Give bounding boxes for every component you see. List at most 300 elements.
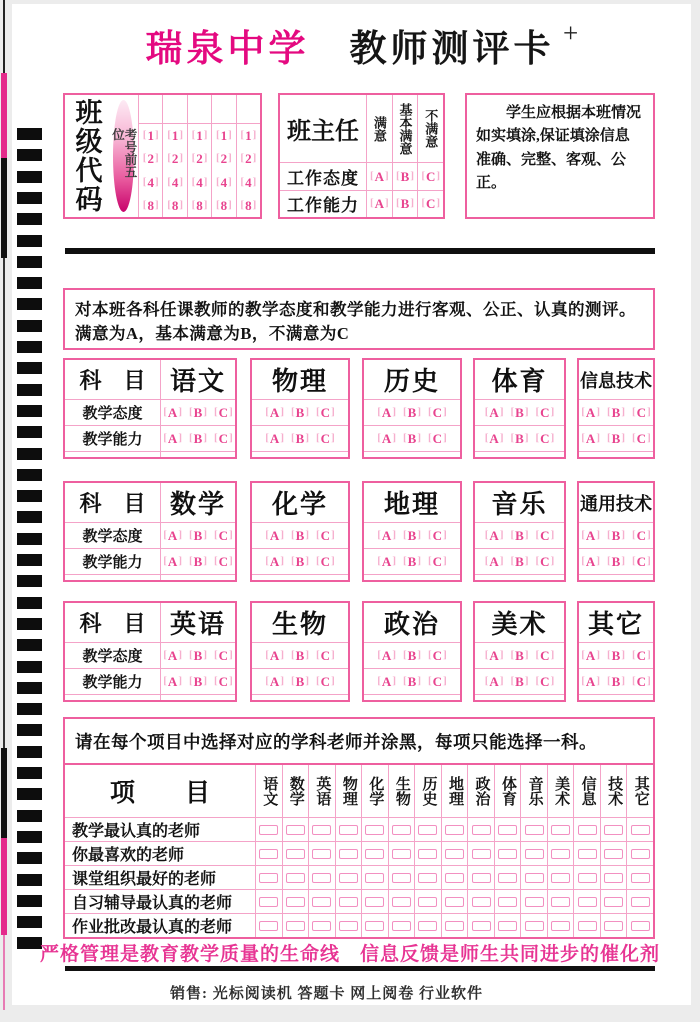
digit-bubble[interactable] [240,152,256,165]
section-divider-line [65,248,655,254]
option-bubble[interactable] [510,649,528,662]
mark-rectangle[interactable] [631,825,650,835]
subject-column [579,483,653,580]
option-bubble[interactable] [536,555,555,568]
mark-rectangle[interactable] [472,873,491,883]
bubble-value: A [381,431,392,446]
bracket-open: [ [396,169,400,182]
timing-mark [17,405,42,417]
digit-bubble[interactable] [167,176,183,189]
project-mark-cell [255,914,282,937]
bracket-open: [ [428,649,432,661]
option-bubble[interactable] [189,406,207,419]
option-bubble[interactable] [291,406,309,419]
bracket-close: ] [203,198,208,211]
option-bubble[interactable] [316,649,335,662]
mark-rectangle[interactable] [418,897,437,907]
mark-rectangle[interactable] [365,897,384,907]
option-bubble[interactable] [632,406,651,419]
option-bubble[interactable] [396,170,414,183]
project-mark-cell [573,818,600,841]
option-bubble[interactable] [510,432,528,445]
bracket-open: [ [581,406,585,418]
option-bubble[interactable] [163,555,182,568]
bracket-close: ] [443,529,447,541]
mark-rectangle[interactable] [312,921,331,931]
digit-bubble[interactable] [167,199,183,212]
option-bubble[interactable] [214,529,233,542]
bubble-value: 8 [196,197,203,213]
subject-box [362,601,462,702]
timing-mark [17,213,42,225]
project-row-label: 教学最认真的老师 [72,823,201,840]
subject-box [473,358,566,459]
mark-rectangle[interactable] [445,825,464,835]
mark-rectangle[interactable] [551,873,570,883]
subject-name: 音乐 [475,483,564,523]
option-bubble[interactable] [163,529,182,542]
option-bubble[interactable] [632,675,651,688]
mark-rectangle[interactable] [498,825,517,835]
bubble-value: C [320,674,331,689]
option-bubble[interactable] [581,649,600,662]
option-bubble[interactable] [428,432,447,445]
mark-rectangle[interactable] [418,921,437,931]
digit-bubble[interactable] [143,199,159,212]
mark-rectangle[interactable] [339,897,358,907]
timing-mark [17,831,42,843]
mark-rectangle[interactable] [339,849,358,859]
bracket-open: [ [632,555,636,567]
option-bubble[interactable] [265,406,284,419]
option-bubble[interactable] [485,406,504,419]
option-bubble[interactable] [607,649,625,662]
option-bubble[interactable] [265,649,284,662]
option-bubble[interactable] [163,406,182,419]
mark-rectangle[interactable] [551,825,570,835]
option-bubble[interactable] [265,529,284,542]
option-bubble[interactable] [581,555,600,568]
timing-mark [17,575,42,587]
bracket-open: [ [369,169,374,182]
mark-rectangle[interactable] [472,849,491,859]
subject-option-row [579,426,653,452]
card-title: 教师测评卡 [349,29,555,70]
bracket-open: [ [216,175,220,188]
filler [475,695,564,700]
project-mark-cell [414,818,441,841]
subject-option-row [364,669,460,695]
mark-rectangle[interactable] [259,873,278,883]
attitude-row-label: 教学能力 [65,669,160,695]
option-bubble[interactable] [632,529,651,542]
bubble-value: B [611,528,621,543]
mark-rectangle[interactable] [365,825,384,835]
option-bubble[interactable] [370,197,389,210]
bracket-close: ] [154,129,159,142]
mark-rectangle[interactable] [339,873,358,883]
mark-rectangle[interactable] [286,921,305,931]
option-bubble[interactable] [291,555,309,568]
head-teacher-row-label: 工作态度 [287,168,359,188]
digit-bubble[interactable] [143,176,159,189]
class-code-grid [138,95,260,217]
mark-rectangle[interactable] [392,921,411,931]
project-mark-cell [441,842,468,865]
mark-rectangle[interactable] [418,825,437,835]
bubble-value: C [636,648,647,663]
option-bubble[interactable] [316,555,335,568]
option-bubble[interactable] [291,432,309,445]
mark-rectangle[interactable] [392,897,411,907]
option-bubble[interactable] [316,406,335,419]
project-mark-cell [600,866,627,889]
option-bubble[interactable] [607,432,625,445]
mark-rectangle[interactable] [525,921,544,931]
mark-rectangle[interactable] [578,897,597,907]
mark-rectangle[interactable] [365,921,384,931]
mark-rectangle[interactable] [312,849,331,859]
option-bubble[interactable] [485,675,504,688]
option-bubble[interactable] [265,675,284,688]
mark-rectangle[interactable] [551,897,570,907]
bracket-close: ] [647,406,651,418]
class-code-write-cell[interactable] [237,95,260,124]
option-bubble[interactable] [428,555,447,568]
option-bubble[interactable] [316,675,335,688]
digit-bubble[interactable] [216,152,232,165]
mark-rectangle[interactable] [498,849,517,859]
option-bubble[interactable] [403,555,421,568]
option-bubble[interactable] [377,555,396,568]
option-bubble[interactable] [536,529,555,542]
digit-bubble[interactable] [216,129,232,142]
bubble-value: A [167,674,178,689]
mark-rectangle[interactable] [604,897,623,907]
mark-rectangle[interactable] [259,897,278,907]
subject-box [362,358,462,459]
digit-bubble[interactable] [216,199,232,212]
digit-bubble[interactable] [143,129,159,142]
bracket-open: [ [290,649,295,661]
bubble-value: B [611,405,621,420]
mark-rectangle[interactable] [631,849,650,859]
option-bubble[interactable] [214,555,233,568]
mark-rectangle[interactable] [604,825,623,835]
timing-mark [17,618,42,630]
bracket-open: [ [167,129,171,142]
bubble-value: B [295,554,305,569]
option-bubble[interactable] [581,406,600,419]
option-bubble[interactable] [214,675,233,688]
option-bubble[interactable] [428,675,447,688]
bubble-value: A [585,405,596,420]
option-bubble[interactable] [403,406,421,419]
option-bubble[interactable] [189,555,207,568]
option-bubble[interactable] [581,529,600,542]
digit-bubble[interactable] [167,152,183,165]
bracket-open: [ [632,675,636,687]
class-code-column [138,95,162,217]
bracket-open: [ [421,197,425,210]
option-bubble[interactable] [396,197,414,210]
project-subject-header: 数学 [282,765,309,817]
subject-option-row [252,669,348,695]
digit-bubble[interactable] [143,152,159,165]
option-bubble[interactable] [265,555,284,568]
option-bubble[interactable] [214,406,233,419]
bracket-close: ] [203,152,208,165]
bracket-open: [ [316,555,320,567]
mark-rectangle[interactable] [286,825,305,835]
option-bubble[interactable] [536,675,555,688]
option-bubble[interactable] [536,432,555,445]
mark-rectangle[interactable] [604,849,623,859]
bracket-close: ] [550,529,555,541]
mark-rectangle[interactable] [312,897,331,907]
option-bubble[interactable] [403,529,421,542]
option-bubble[interactable] [403,649,421,662]
option-bubble[interactable] [428,406,447,419]
mark-rectangle[interactable] [418,873,437,883]
project-mark-cell [494,914,521,937]
filler [161,575,235,580]
mark-rectangle[interactable] [259,849,278,859]
option-bubble[interactable] [632,649,651,662]
option-bubble[interactable] [403,432,421,445]
bracket-open: [ [188,432,193,444]
bracket-open: [ [581,432,585,444]
exam-number-oval [110,100,137,212]
option-bubble[interactable] [607,675,625,688]
mark-rectangle[interactable] [525,897,544,907]
option-bubble[interactable] [510,675,528,688]
mark-rectangle[interactable] [445,873,464,883]
bracket-close: ] [229,555,233,567]
mark-rectangle[interactable] [525,873,544,883]
mark-rectangle[interactable] [365,849,384,859]
option-bubble[interactable] [607,406,625,419]
mark-rectangle[interactable] [339,825,358,835]
digit-bubble-cell [163,171,186,194]
bracket-open: [ [163,406,167,418]
bracket-close: ] [410,197,415,210]
option-bubble[interactable] [485,555,504,568]
digit-bubble-cell [212,147,235,170]
mark-rectangle[interactable] [525,825,544,835]
bracket-open: [ [606,406,611,418]
option-bubble[interactable] [536,649,555,662]
mark-rectangle[interactable] [525,849,544,859]
mark-rectangle[interactable] [445,849,464,859]
digit-bubble-cell [139,194,162,217]
bracket-open: [ [428,555,432,567]
option-bubble[interactable] [536,406,555,419]
digit-bubble[interactable] [167,129,183,142]
option-bubble[interactable] [214,649,233,662]
option-bubble[interactable] [189,529,207,542]
project-mark-cell [335,818,362,841]
option-bubble[interactable] [370,170,389,183]
option-bubble[interactable] [607,555,625,568]
digit-bubble[interactable] [240,199,256,212]
project-row [65,818,653,841]
mark-rectangle[interactable] [418,849,437,859]
option-bubble[interactable] [189,432,207,445]
bracket-open: [ [377,649,381,661]
class-code-write-cell[interactable] [139,95,162,124]
bubble-value: 1 [245,128,252,144]
project-mark-cell [335,914,362,937]
subject-option-row [475,426,564,452]
project-subject-header: 音乐 [520,765,547,817]
mark-rectangle[interactable] [472,921,491,931]
bracket-close: ] [596,406,600,418]
mark-rectangle[interactable] [392,873,411,883]
digit-bubble[interactable] [192,152,208,165]
option-bubble[interactable] [632,555,651,568]
mark-rectangle[interactable] [604,873,623,883]
option-bubble[interactable] [581,675,600,688]
mark-rectangle[interactable] [339,921,358,931]
mark-rectangle[interactable] [498,897,517,907]
bubble-value: C [320,648,331,663]
timing-mark [17,810,42,822]
option-bubble[interactable] [163,675,182,688]
digit-bubble[interactable] [192,199,208,212]
bracket-open: [ [484,649,489,661]
subject-name: 其它 [579,603,653,643]
bracket-open: [ [240,152,245,165]
timing-mark [17,724,42,736]
mark-rectangle[interactable] [392,849,411,859]
option-bubble[interactable] [403,675,421,688]
mark-rectangle[interactable] [631,921,650,931]
project-mark-cell [626,842,653,865]
option-bubble[interactable] [291,675,309,688]
filler [364,575,460,580]
option-bubble[interactable] [265,432,284,445]
mark-rectangle[interactable] [631,873,650,883]
bottom-black-line [65,966,655,971]
digit-bubble[interactable] [192,176,208,189]
mark-rectangle[interactable] [472,897,491,907]
mark-rectangle[interactable] [578,849,597,859]
class-code-write-cell[interactable] [188,95,211,124]
bubble-value: B [193,648,203,663]
digit-bubble[interactable] [216,176,232,189]
mark-rectangle[interactable] [551,849,570,859]
option-bubble[interactable] [510,555,528,568]
bracket-open: [ [377,555,381,567]
option-bubble[interactable] [377,529,396,542]
option-bubble[interactable] [377,675,396,688]
option-bubble[interactable] [163,649,182,662]
option-bubble[interactable] [485,432,504,445]
bubble-value: B [400,168,410,184]
timing-mark [17,533,42,545]
mark-rectangle[interactable] [286,849,305,859]
mark-rectangle[interactable] [445,921,464,931]
option-bubble[interactable] [189,675,207,688]
digit-bubble[interactable] [240,129,256,142]
project-mark-cell [388,890,415,913]
digit-bubble[interactable] [192,129,208,142]
option-bubble[interactable] [316,432,335,445]
bracket-open: [ [188,649,193,661]
rating-header: 基本满意 [392,95,418,162]
option-bubble[interactable] [581,432,600,445]
option-bubble[interactable] [421,197,440,210]
head-teacher-title: 班主任 [287,119,359,145]
mark-rectangle[interactable] [312,873,331,883]
mark-rectangle[interactable] [365,873,384,883]
class-code-write-cell[interactable] [163,95,186,124]
digit-bubble[interactable] [240,176,256,189]
subject-box [577,481,655,582]
mark-rectangle[interactable] [472,825,491,835]
bracket-open: [ [163,432,167,444]
timing-mark [17,256,42,268]
option-bubble[interactable] [377,432,396,445]
option-bubble[interactable] [163,432,182,445]
bracket-open: [ [163,675,167,687]
option-bubble[interactable] [607,529,625,542]
bracket-close: ] [280,649,284,661]
option-bubble[interactable] [291,649,309,662]
filler [252,575,348,580]
mark-rectangle[interactable] [312,825,331,835]
option-bubble[interactable] [632,432,651,445]
mark-rectangle[interactable] [578,873,597,883]
option-bubble[interactable] [316,529,335,542]
mark-rectangle[interactable] [445,897,464,907]
mark-rectangle[interactable] [578,825,597,835]
option-bubble[interactable] [485,529,504,542]
project-mark-cell [520,914,547,937]
option-bubble[interactable] [421,170,440,183]
bracket-close: ] [392,406,396,418]
option-bubble[interactable] [291,529,309,542]
mark-rectangle[interactable] [498,921,517,931]
option-bubble[interactable] [428,529,447,542]
bubble-value: A [269,528,280,543]
class-code-column [236,95,260,217]
project-row-label: 作业批改最认真的老师 [72,919,233,936]
option-bubble[interactable] [485,649,504,662]
option-bubble[interactable] [189,649,207,662]
option-bubble[interactable] [510,529,528,542]
option-bubble[interactable] [428,649,447,662]
option-bubble[interactable] [214,432,233,445]
mark-rectangle[interactable] [286,897,305,907]
project-mark-cell [388,818,415,841]
mark-rectangle[interactable] [498,873,517,883]
mark-rectangle[interactable] [578,921,597,931]
option-bubble[interactable] [510,406,528,419]
mark-rectangle[interactable] [259,921,278,931]
option-bubble[interactable] [377,649,396,662]
mark-rectangle[interactable] [631,897,650,907]
bracket-close: ] [524,529,529,541]
option-bubble[interactable] [377,406,396,419]
mark-rectangle[interactable] [259,825,278,835]
mark-rectangle[interactable] [551,921,570,931]
class-code-write-cell[interactable] [212,95,235,124]
mark-rectangle[interactable] [286,873,305,883]
mark-rectangle[interactable] [392,825,411,835]
mark-rectangle[interactable] [604,921,623,931]
